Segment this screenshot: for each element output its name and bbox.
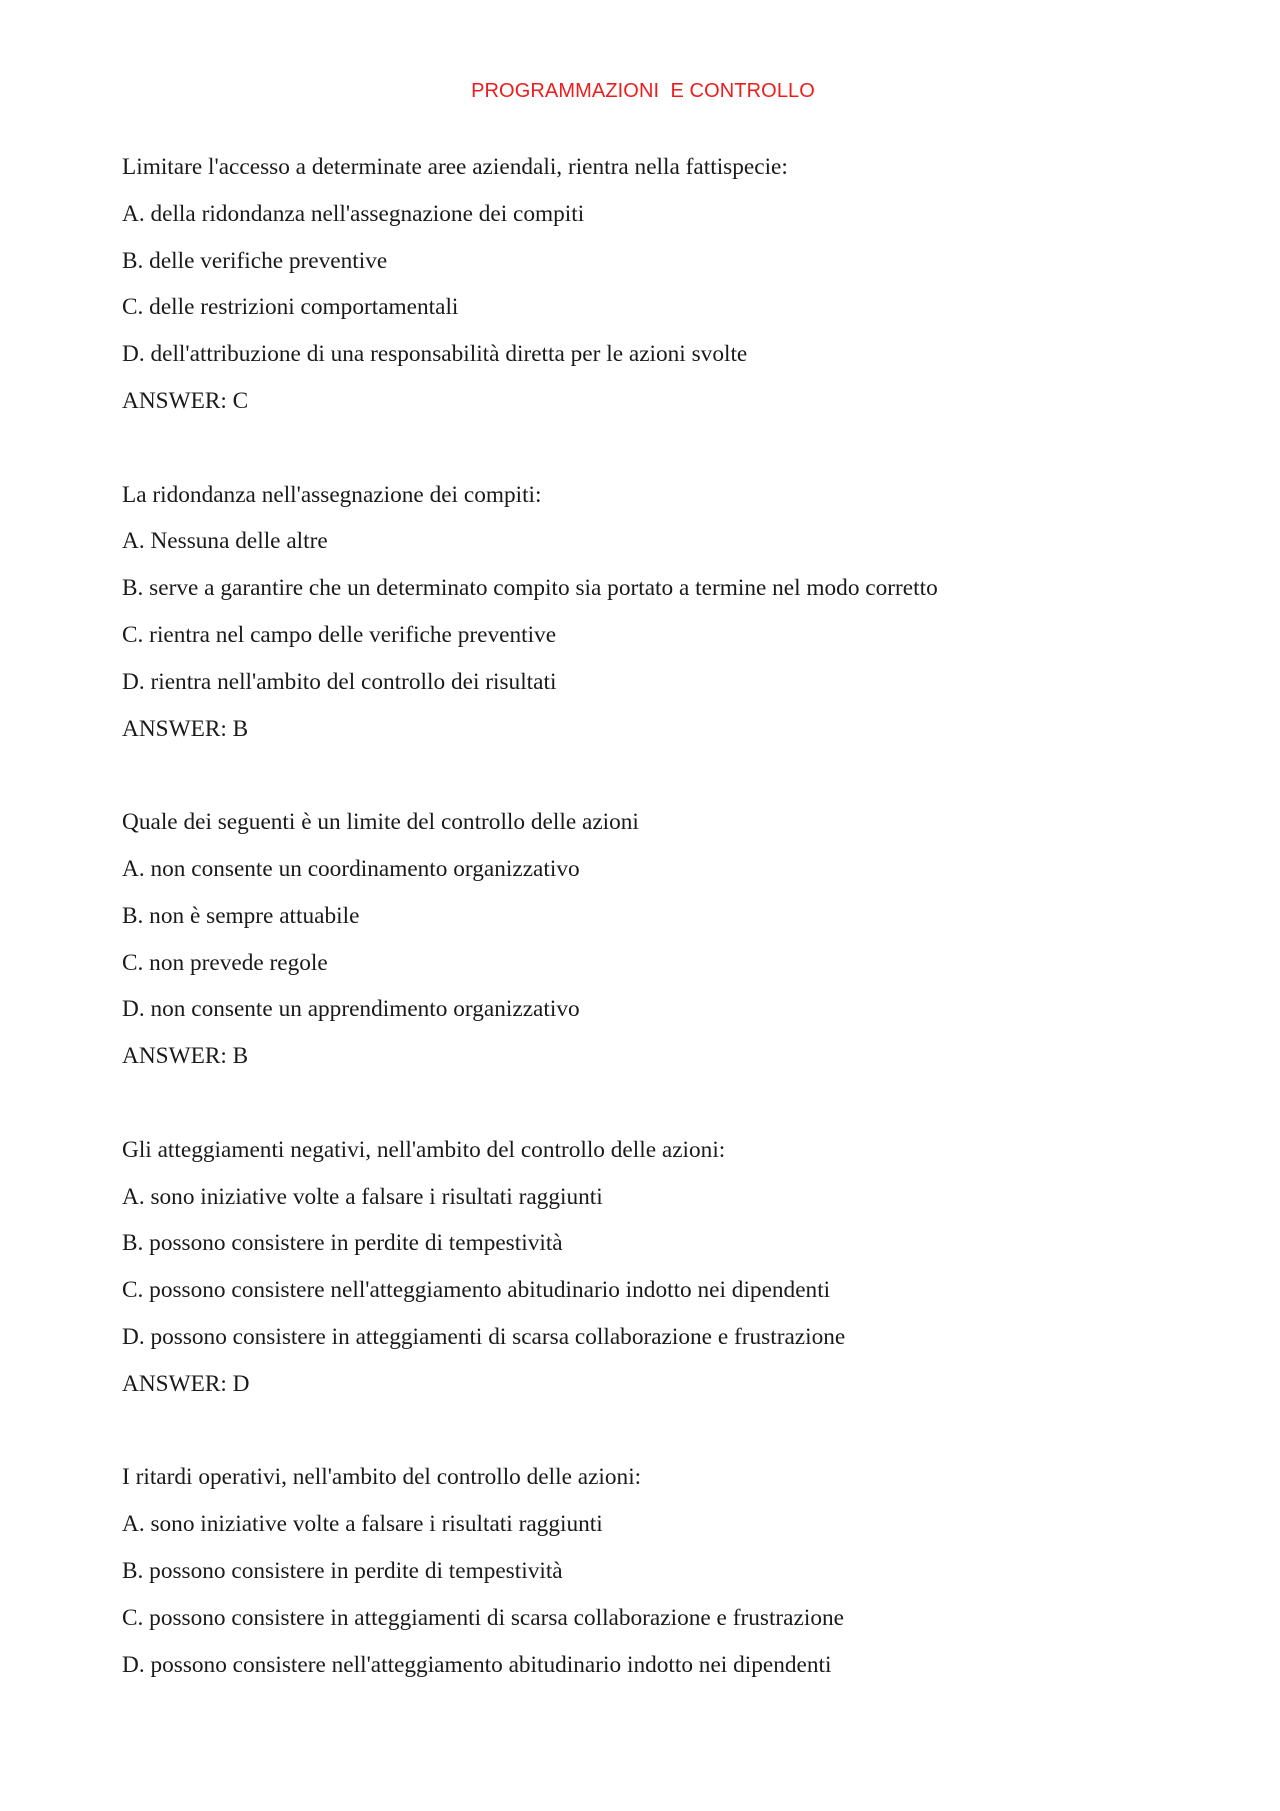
option-c: C. rientra nel campo delle verifiche preventive xyxy=(122,621,557,648)
answer-line: ANSWER: B xyxy=(122,715,249,742)
option-c: C. possono consistere in atteggiamenti di scarsa collaborazione e frustrazione xyxy=(122,1604,844,1631)
option-c: C. non prevede regole xyxy=(122,949,328,976)
question-text: Gli atteggiamenti negativi, nell'ambito del controllo delle azioni: xyxy=(122,1136,726,1163)
question-text: La ridondanza nell'assegnazione dei compiti: xyxy=(122,481,542,508)
option-a: A. non consente un coordinamento organizzativo xyxy=(122,855,580,882)
option-b: B. delle verifiche preventive xyxy=(122,247,388,274)
option-b: B. possono consistere in perdite di tempestività xyxy=(122,1230,563,1257)
option-b: B. possono consistere in perdite di tempestività xyxy=(122,1557,563,1584)
option-d: D. non consente un apprendimento organizzativo xyxy=(122,996,580,1023)
question-text: Quale dei seguenti è un limite del controllo delle azioni xyxy=(122,809,639,836)
option-d: D. dell'attribuzione di una responsabilità diretta per le azioni svolte xyxy=(122,341,748,368)
question-text: I ritardi operativi, nell'ambito del controllo delle azioni: xyxy=(122,1464,642,1491)
question-block-2 xyxy=(122,480,1182,761)
question-text: Limitare l'accesso a determinate aree aziendali, rientra nella fattispecie: xyxy=(122,154,788,180)
answer-line: ANSWER: B xyxy=(122,1043,249,1070)
option-d: D. possono consistere nell'atteggiamento abitudinario indotto nei dipendenti xyxy=(122,1651,832,1678)
option-a: A. della ridondanza nell'assegnazione dei compiti xyxy=(122,200,585,227)
question-block-3 xyxy=(122,807,1182,1088)
option-c: C. possono consistere nell'atteggiamento abitudinario indotto nei dipendenti xyxy=(122,1277,831,1304)
answer-line: ANSWER: C xyxy=(122,387,249,414)
question-block-4 xyxy=(122,1135,1182,1416)
option-d: D. rientra nell'ambito del controllo dei risultati xyxy=(122,668,557,695)
option-a: A. sono iniziative volte a falsare i risultati raggiunti xyxy=(122,1511,603,1538)
option-b: B. non è sempre attuabile xyxy=(122,902,360,929)
question-block-1 xyxy=(122,152,1182,433)
document-title: PROGRAMMAZIONI E CONTROLLO xyxy=(471,80,815,102)
option-a: A. Nessuna delle altre xyxy=(122,528,328,555)
document-body xyxy=(122,152,1182,1696)
option-c: C. delle restrizioni comportamentali xyxy=(122,294,459,321)
question-block-5 xyxy=(122,1462,1182,1696)
option-d: D. possono consistere in atteggiamenti di scarsa collaborazione e frustrazione xyxy=(122,1323,846,1350)
answer-line: ANSWER: D xyxy=(122,1370,250,1397)
option-a: A. sono iniziative volte a falsare i risultati raggiunti xyxy=(122,1183,603,1210)
option-b: B. serve a garantire che un determinato compito sia portato a termine nel modo corretto xyxy=(122,575,938,602)
